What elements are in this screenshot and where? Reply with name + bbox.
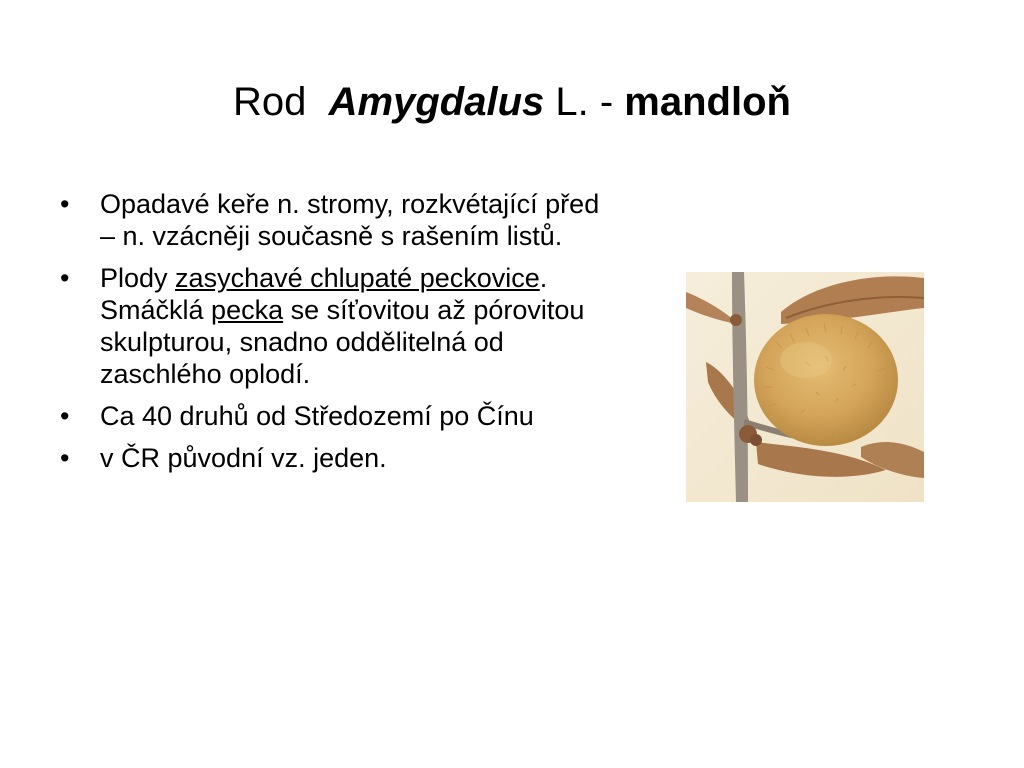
title-genus: Amygdalus bbox=[328, 80, 545, 124]
title-author: L. - bbox=[555, 80, 614, 124]
bullet-text-part: se síťovitou až pórovitou skulpturou, snadno oddělitelná od zaschlého oplodí. bbox=[100, 295, 585, 389]
bullet-text-part: . Smáčklá bbox=[100, 263, 548, 325]
bud bbox=[750, 434, 762, 446]
fruit-highlight bbox=[780, 342, 832, 378]
bullet-text bbox=[100, 263, 584, 389]
bullet-text: Opadavé keře n. stromy, rozkvétající před – n. vzácněji současně s rašením listů. bbox=[100, 189, 600, 251]
title-prefix: Rod bbox=[233, 80, 307, 124]
title-common-name: mandloň bbox=[624, 80, 791, 124]
almond-fruit-illustration bbox=[686, 272, 924, 502]
underlined-term: pecka bbox=[211, 295, 284, 325]
bullet-item bbox=[56, 188, 616, 252]
bullet-item bbox=[56, 400, 616, 432]
fruit bbox=[754, 314, 898, 446]
underlined-term: zasychavé chlupaté peckovice bbox=[175, 263, 540, 293]
bullet-marker: • bbox=[60, 443, 70, 473]
bullet-text-part: Plody bbox=[100, 263, 176, 293]
bullet-item bbox=[56, 442, 616, 474]
bullet-list bbox=[56, 188, 616, 484]
bullet-text: Ca 40 druhů od Středozemí po Čínu bbox=[100, 401, 534, 431]
bullet-marker: • bbox=[60, 401, 70, 431]
bud bbox=[730, 314, 742, 326]
bullet-item bbox=[56, 262, 616, 390]
bullet-marker: • bbox=[60, 189, 70, 219]
specimen-photo bbox=[686, 272, 924, 502]
bullet-marker: • bbox=[60, 263, 70, 293]
slide-title bbox=[0, 76, 1024, 128]
bullet-text: v ČR původní vz. jeden. bbox=[100, 443, 387, 473]
